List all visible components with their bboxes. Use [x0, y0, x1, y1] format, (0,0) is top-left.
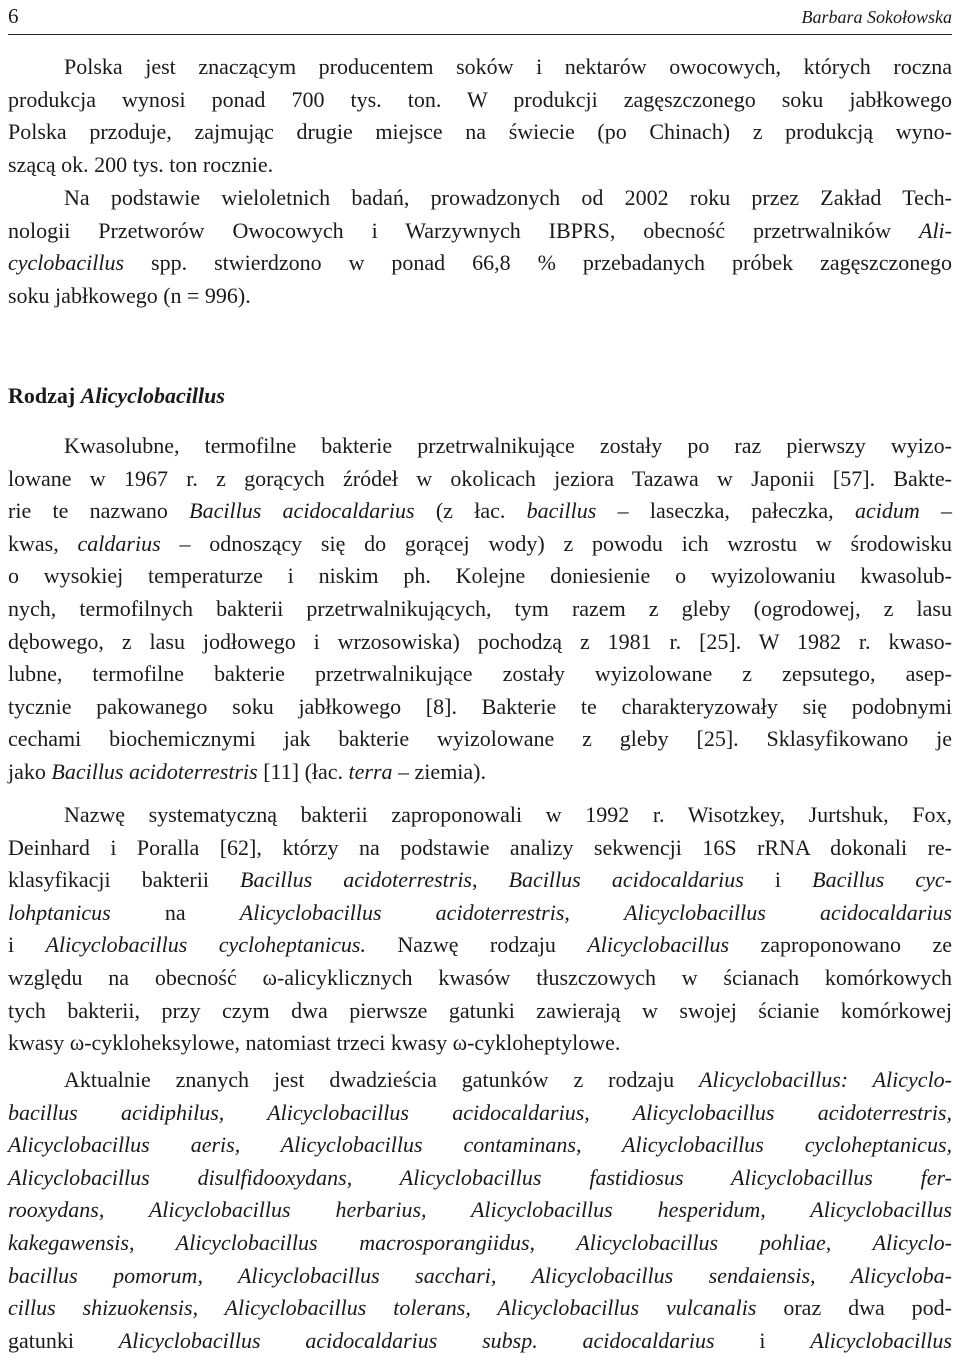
text-line: [8, 528, 952, 561]
text-line: dębowego, z lasu jodłowego i wrzosowiska) pochodzą z 1981 r. [25]. W 1982 r. kwaso-: [8, 628, 952, 654]
text-run: Aktualnie znanych jest dwadzieścia gatunków z rodzaju: [64, 1067, 700, 1092]
text-run: na: [110, 899, 240, 925]
text-run: i: [714, 1327, 811, 1353]
section-paragraph-3: [8, 1064, 952, 1357]
text-line: [8, 247, 952, 280]
text-line: lowane w 1967 r. z gorących źródeł w okolicach jeziora Tazawa w Japonii [57]. Bakte-: [8, 465, 952, 491]
text-line: [8, 1194, 952, 1227]
species-list: bacillus pomorum, Alicyclobacillus sacchari, Alicyclobacillus sendaiensis, Alicycloba-: [8, 1262, 952, 1288]
text-run: – laseczka, pałeczka,: [596, 498, 855, 524]
text-run: nologii Przetworów Owocowych i Warzywnych IBPRS, obecność przetrwalników: [8, 217, 919, 243]
text-line: Nazwę systematyczną bakterii zaproponowali w 1992 r. Wisotzkey, Jurtshuk, Fox,: [64, 802, 952, 827]
text-line: [8, 1162, 952, 1195]
text-line: [8, 1292, 952, 1325]
species-name: Bacillus acidoterrestris: [240, 867, 472, 893]
text-run: jako: [8, 758, 52, 784]
section-paragraph-2: [8, 799, 952, 1060]
text-run: [11] (łac.: [257, 758, 349, 784]
species-name: Bacillus acidocaldarius: [508, 867, 744, 893]
latin-term: caldarius: [77, 530, 161, 556]
text-line: [8, 1097, 952, 1130]
species-list: cillus shizuokensis, Alicyclobacillus tolerans, Alicyclobacillus vulcanalis: [8, 1295, 757, 1321]
heading-prefix: Rodzaj: [8, 383, 81, 408]
text-run: Nazwę rodzaju: [365, 932, 588, 958]
species-name: Alicyclobacillus acidocaldarius: [624, 899, 952, 925]
species-list: Alicyclobacillus aeris, Alicyclobacillus contaminans, Alicyclobacillus cycloheptanicus,: [8, 1132, 952, 1158]
species-list: Alicyclobacillus: Alicyclo-: [699, 1067, 953, 1092]
text-line: kwasy ω-cykloheksylowe, natomiast trzeci kwasy ω-cykloheptylowe.: [8, 1030, 621, 1056]
text-line: lubne, termofilne bakterie przetrwalnikujące zostały wyizolowane z zepsutego, asep-: [8, 661, 952, 687]
genus-name: Alicyclobacillus: [587, 932, 730, 958]
heading-genus: Alicyclobacillus: [80, 383, 225, 408]
genus-name: cyclobacillus: [8, 250, 125, 276]
page-number: 6: [8, 4, 19, 28]
text-run: i: [743, 867, 813, 893]
species-name: lohptanicus: [8, 899, 111, 925]
text-run: ,: [564, 899, 625, 925]
text-line: względu na obecność ω-alicyklicznych kwasów tłuszczowych w ścianach komórkowych: [8, 964, 952, 990]
text-run: oraz dwa pod-: [756, 1295, 953, 1321]
text-run: –: [919, 498, 953, 524]
text-run: kwas,: [8, 530, 78, 556]
section-paragraph-1: [8, 430, 952, 789]
text-line: Polska przoduje, zajmując drugie miejsce na świecie (po Chinach) z produkcją wyno-: [8, 119, 952, 145]
text-line: [8, 1227, 952, 1260]
text-run: rie te nazwano: [8, 498, 190, 524]
text-line: [8, 1064, 952, 1097]
text-run: ,: [472, 867, 509, 893]
text-run: – ziemia).: [392, 758, 487, 784]
species-name: Bacillus acidocaldarius: [189, 498, 415, 524]
text-line: [8, 929, 952, 962]
text-line: tycznie pakowanego soku jabłkowego [8]. Bakterie te charakteryzowały się podobnymi: [8, 693, 952, 719]
text-line: szącą ok. 200 tys. ton rocznie.: [8, 151, 274, 177]
running-header-author: Barbara Sokołowska: [801, 7, 952, 27]
species-list: kakegawensis, Alicyclobacillus macrosporangiidus, Alicyclobacillus pohliae, Alicyclo-: [8, 1229, 952, 1255]
latin-term: terra: [348, 758, 393, 784]
intro-paragraph-1: [8, 51, 952, 181]
latin-term: bacillus: [526, 498, 597, 524]
text-line: [8, 215, 952, 248]
species-list: rooxydans, Alicyclobacillus herbarius, Alicyclobacillus hesperidum, Alicyclobacillus: [8, 1197, 952, 1223]
text-run: i: [8, 932, 46, 958]
text-line: Deinhard i Poralla [62], którzy na podstawie analizy sekwencji 16S rRNA dokonali re-: [8, 834, 952, 860]
species-list: Alicyclobacillus disulfidooxydans, Alicyclobacillus fastidiosus Alicyclobacillus fer-: [8, 1164, 952, 1190]
text-run: klasyfikacji bakterii: [8, 867, 241, 893]
intro-paragraph-2: [8, 182, 952, 312]
text-line: produkcja wynosi ponad 700 tys. ton. W produkcji zagęszczonego soku jabłkowego: [8, 86, 952, 112]
text-line: nych, termofilnych bakterii przetrwalnikujących, tym razem z gleby (ogrodowej, z lasu: [8, 595, 952, 621]
latin-term: acidum: [854, 498, 920, 524]
species-list: bacillus acidiphilus, Alicyclobacillus acidocaldarius, Alicyclobacillus acidoterrestris,: [8, 1099, 952, 1125]
running-header: [8, 0, 952, 35]
text-line: Kwasolubne, termofilne bakterie przetrwalnikujące zostały po raz pierwszy wyizo-: [64, 433, 952, 458]
text-line: soku jabłkowego (n = 996).: [8, 282, 251, 308]
text-run: (z łac.: [414, 498, 527, 524]
text-line: [8, 1260, 952, 1293]
text-line: tych bakterii, przy czym dwa pierwsze gatunki zawierają w swojej ścianie komórkowej: [8, 997, 952, 1023]
genus-name: Ali-: [919, 217, 952, 243]
text-line: [8, 897, 952, 930]
text-run: gatunki: [8, 1327, 119, 1353]
genus-name: Alicyclobacillus: [810, 1327, 952, 1353]
text-run: – odnoszący się do gorącej wody) z powodu ich wzrostu w środowisku: [160, 530, 952, 556]
text-line: [8, 756, 952, 789]
species-name: Alicyclobacillus acidoterrestris: [239, 899, 565, 925]
species-name: Bacillus acidoterrestris: [51, 758, 258, 784]
species-name: Alicyclobacillus cycloheptanicus.: [45, 932, 366, 958]
text-run: spp. stwierdzono w ponad 66,8 % przebadanych próbek zagęszczonego: [124, 250, 952, 276]
text-line: cechami biochemicznymi jak bakterie wyizolowane z gleby [25]. Sklasyfikowano je: [8, 726, 952, 752]
species-name: Alicyclobacillus acidocaldarius subsp. acidocaldarius: [118, 1327, 715, 1353]
text-line: [8, 495, 952, 528]
text-line: [8, 1325, 952, 1358]
text-line: [8, 864, 952, 897]
text-run: zaproponowano ze: [729, 932, 952, 958]
text-line: o wysokiej temperaturze i niskim ph. Kolejne doniesienie o wyizolowaniu kwasolub-: [8, 563, 952, 589]
text-line: Na podstawie wieloletnich badań, prowadzonych od 2002 roku przez Zakład Tech-: [64, 185, 952, 210]
species-name: Bacillus cyc-: [812, 867, 952, 893]
section-heading: [8, 380, 225, 412]
text-line: [8, 1129, 952, 1162]
text-line: Polska jest znaczącym producentem soków i nektarów owocowych, których roczna: [64, 54, 952, 79]
